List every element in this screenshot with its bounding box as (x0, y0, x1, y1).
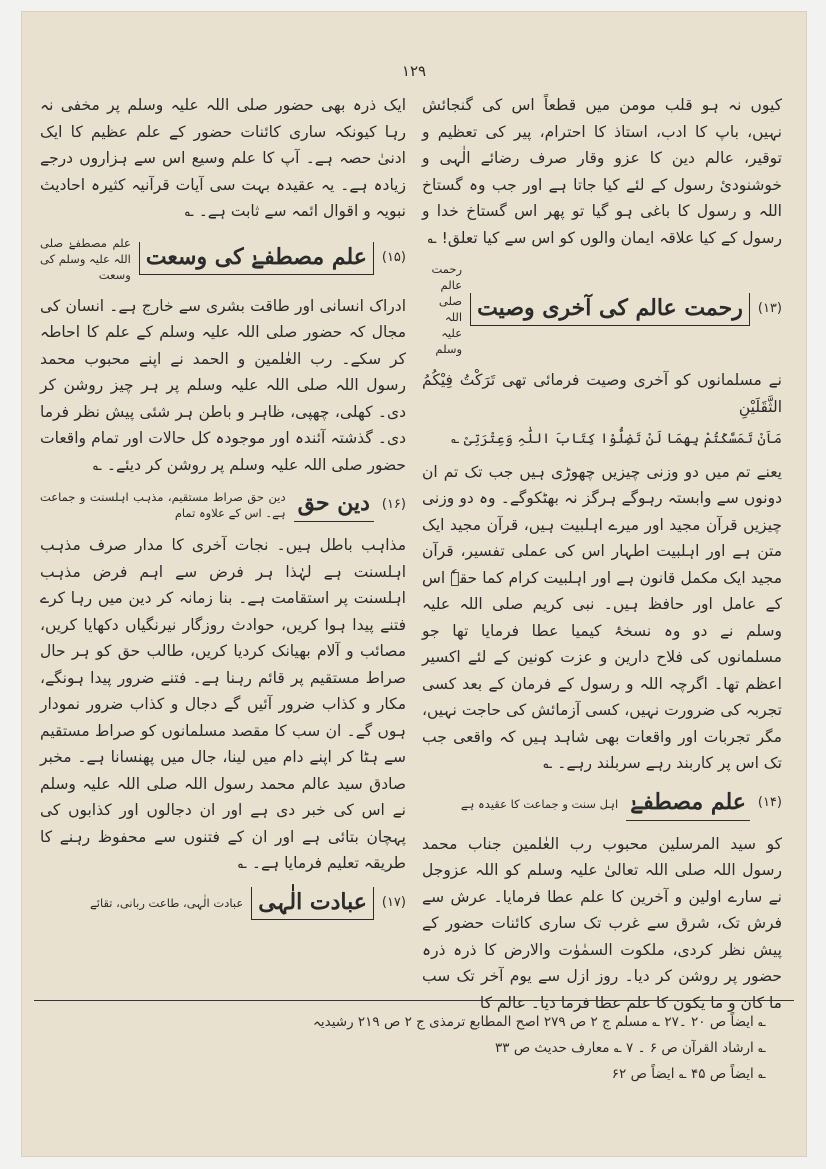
paragraph-13-arabic: مَاَنْ تَمَسَّکْتُمْ بِھِمَا لَنْ تَضِلُّوْا کِتَابَ اللّٰہِ وَعِتْرَتِیْ ؎ (451, 431, 782, 447)
heading-14 (422, 787, 782, 821)
heading-14-title: علم مصطفےٰ (626, 787, 750, 821)
right-column (422, 92, 782, 1012)
heading-15 (40, 235, 406, 283)
heading-17-title: عبادت الٰہی (251, 887, 374, 920)
heading-14-number: (۱۴) (757, 795, 782, 811)
paragraph-13-body: یعنے تم میں دو وزنی چیزیں چھوڑی ہیں جب تک تم ان دونوں سے وابستہ رہوگے ہرگز نہ بھٹکوگے۔ وہ دو وزنی چیزیں قرآن مجید اور میرے اہلبیت ہیں، قرآن مجید ایک متن ہے اور اہلبیت اطہار اس کی عملی تفسیر، قرآن مجید ایک مکمل قانون ہے اور اہلبیت کرام کما حقہٗ اس کے عامل اور حافظ ہیں۔ نبی کریم صلی اللہ علیہ وسلم نے دو وہ نسخۂ کیمیا عطا فرمایا تھا جو مسلمانوں کی فلاح دارین و عزت کونین کے لئے اکسیر اعظم تھا۔ اگرچہ اللہ و رسول کے فرمان کے بعد کسی تجربہ کی ضرورت نہیں، کسی آزمائش کی حاجت نہیں، مگر تجربات اور واقعات بھی شاہد ہیں کہ واقعی جب تک اس پر کاربند رہے سربلند رہے۔ ؎ (422, 462, 782, 772)
paragraph-14-body: کو سید المرسلین محبوب رب العٰلمین جناب محمد رسول اللہ صلی اللہ تعالیٰ علیہ وسلم کو اللہ عزوجل نے سارے اولین و آخرین کا علم عطا فرمایا۔ عرش سے فرش تک، شرق سے غرب تک ساری کائنات حضور کے پیش نظر کردی، ملکوت السمٰوٰت والارض کا ذرہ ذرہ حضور پر روشن کر دیا۔ روز ازل سے یوم آخر تک سب ما کان و ما یکون کا علم عطا فرما دیا۔ عالم کا (422, 834, 782, 1012)
paragraph-15-body: ادراک انسانی اور طاقت بشری سے خارج ہے۔ انسان کی مجال کہ حضور صلی اللہ علیہ وسلم کے علم کا احاطہ کر سکے۔ رب العٰلمین و الحمد نے اپنے محبوب محمد رسول اللہ صلی اللہ علیہ وسلم پر ہر چیز روشن کر دی۔ کھلی، چھپی، ظاہر و باطن ہر شئی پیش نظر فرما دی۔ گذشتہ آئندہ اور موجودہ کل حالات اور تمام واقعات حضور صلی اللہ علیہ وسلم پر روشن کر دیئے۔ ؎ (40, 296, 406, 474)
heading-14-side-note: اہل سنت و جماعت کا عقیدہ ہے (460, 796, 619, 811)
heading-15-number: (۱۵) (381, 250, 406, 266)
heading-15-title: علم مصطفےٰ کی وسعت (139, 242, 374, 275)
paragraph-13-lead: نے مسلمانوں کو آخری وصیت فرمائی تھی تَرَکْتُ فِیْکُمُ الثَّقَلَیْنِ (422, 371, 782, 416)
footnote-divider (34, 1000, 794, 1001)
heading-16-number: (۱۶) (381, 496, 406, 512)
heading-13-number: (۱۳) (757, 300, 782, 316)
heading-17-side-note: عبادت الٰہی، طاعت ربانی، تقائے (90, 896, 244, 910)
heading-16-side-note: دین حق صراط مستقیم، مذہب اہلسنت و جماعت ہے۔ اس کے علاوہ تمام (40, 490, 286, 520)
right-intro-paragraph: کیوں نہ ہو قلب مومن میں قطعاً اس کی گنجائش نہیں، باپ کا ادب، استاذ کا احترام، پیر کی تعظیم و توقیر، عالم دین کا عزو وقار صرف رضائے الٰہی و خوشنودیٔ رسول کے لئے کیا جاتا ہے اور جب وہ گستاخ اللہ و رسول کا باغی ہو گیا تو پھر اس گستاخ خدا و رسول کے کیا علاقہ ایمان والوں کو اس سے کیا تعلق! ؎ (422, 96, 782, 247)
paragraph-16-body: مذاہب باطل ہیں۔ نجات آخری کا مدار صرف مذہب اہلسنت ہے لہٰذا ہر فرض سے اہم فرض مذہب اہلسنت پر استقامت ہے۔ بنا زمانہ کر دین میں رہا کرے فتنے پیدا ہوا کریں، حوادث روزگار نیرنگیاں دکھایا کریں، مصائب و آلام بھیانک کردیا کریں، طالب حق کو ہر حال صراط مستقیم پر قائم رہنا ہے۔ فتنے ضرور پیدا ہونگے، مکار و کذاب ضرور آئیں گے دجال و کذاب ضرور نمودار ہوں گے۔ ان سب کا مقصد مسلمانوں کو صراط مستقیم سے ہٹا کر اپنے دام میں لینا، جال میں پھنسانا ہے۔ مخبر صادق سید عالم محمد رسول اللہ صلی اللہ علیہ وسلم نے اس کی خبر دی ہے اور ان دجالوں اور کذابوں کی پہچان بتائی ہے اور ان کے فتنوں سے محفوظ رہنے کا طریقہ تعلیم فرمایا ہے۔ ؎ (40, 536, 406, 872)
heading-13-title: رحمت عالم کی آخری وصیت (470, 293, 750, 326)
left-intro-paragraph: ایک ذرہ بھی حضور صلی اللہ علیہ وسلم پر مخفی نہ رہا کیونکہ ساری کائنات حضور کے علم عظیم کا ایک ادنیٰ حصہ ہے۔ آپ کا علم وسیع اس سے ہزاروں درجے زیادہ ہے۔ یہ عقیدہ بہت سی آیات قرآنیہ کثیرہ احادیث نبویہ و اقوال ائمہ سے ثابت ہے۔ ؎ (40, 96, 406, 220)
heading-17 (40, 887, 406, 920)
heading-16-title: دین حق (294, 488, 374, 522)
left-column (40, 92, 406, 992)
book-page (22, 12, 806, 1156)
footnote-line: ؎ ایضاً ص ۲۰ ۔۲۷ ؎ مسلم ج ۲ ص ۲۷۹ اصح المطابع ترمذی ج ۲ ص ۲۱۹ رشیدیہ (312, 1014, 766, 1030)
page-number: ۱۲۹ (401, 62, 427, 80)
footnote-line: ؎ ارشاد القرآن ص ۶ ۔ ۷ ؎ معارف حدیث ص ۳۳ (495, 1040, 766, 1056)
heading-13-side-note: رحمت عالم صلی اللہ علیہ وسلم (431, 262, 463, 356)
heading-16 (40, 488, 406, 522)
heading-13 (422, 261, 782, 357)
heading-15-side-note: علم مصطفےٰ صلی اللہ علیہ وسلم کی وسعت (40, 235, 131, 282)
heading-17-number: (۱۷) (381, 894, 406, 910)
footnote-line: ؎ ایضاً ص ۴۵ ؎ ایضاً ص ۶۲ (611, 1066, 766, 1082)
